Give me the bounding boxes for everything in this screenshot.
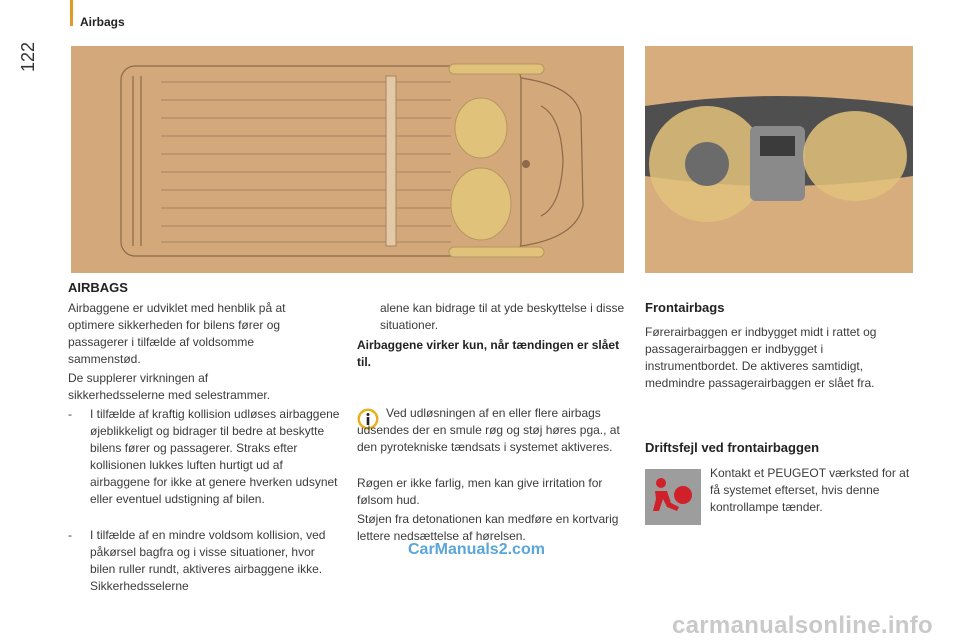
- dashboard-airbag-illustration: [645, 46, 913, 273]
- frontairbags-title: Frontairbags: [645, 300, 725, 315]
- list-text: I tilfælde af kraftig kollision udløses airbaggene øjeblikkeligt og bidrager til bedre at beskytte bilens fører og passagerer. Straks efter kollisionen lukkes luften hurtigt ud af airbaggene for ikke at genere hverken udsynet eller eventuel udstigning af bilen.: [90, 407, 340, 506]
- info-paragraph: Ved udløsningen af en eller flere airbags udsendes der en smule røg og støj høres pga., at den pyrotekniske tændsats i systemet aktiveres.: [357, 406, 620, 454]
- airbag-warning-icon: [645, 469, 701, 525]
- smoke-paragraph: Røgen er ikke farlig, men kan give irritation for følsom hud.: [357, 476, 603, 507]
- section-label: Airbags: [80, 15, 125, 29]
- list-item: [68, 527, 343, 595]
- main-title: AIRBAGS: [68, 280, 128, 295]
- page-number: 122: [18, 41, 38, 72]
- noise-paragraph: Støjen fra detonationen kan medføre en kortvarig lettere nedsættelse af hørelsen.: [357, 512, 619, 543]
- supplement-paragraph: De supplerer virkningen af sikkerhedsselerne med selestrammer.: [68, 371, 271, 402]
- list-text: I tilfælde af en mindre voldsom kollision, ved påkørsel bagfra og i visse situationer, hvor bilen ruller rundt, aktiveres airbaggene ikke. Sikkerhedsselerne: [90, 528, 326, 593]
- continuation-paragraph: alene kan bidrage til at yde beskyttelse i disse situationer.: [380, 301, 625, 332]
- ignition-note: Airbaggene virker kun, når tændingen er slået til.: [357, 338, 620, 369]
- van-airbag-illustration: [71, 46, 624, 273]
- airbag-warning-symbol: [645, 469, 701, 525]
- frontairbags-paragraph: Førerairbaggen er indbygget midt i rattet og passagerairbaggen er indbygget i instrumentbordet. De aktiveres samtidigt, medmindre passagerairbaggen er slået fra.: [645, 325, 877, 390]
- watermark-carmanualsonline: carmanualsonline.info: [672, 612, 934, 639]
- watermark-carmanuals: CarManuals2.com: [408, 541, 545, 558]
- fault-paragraph: Kontakt et PEUGEOT værksted for at få systemet efterset, hvis denne kontrollampe tænder.: [710, 466, 910, 514]
- van-top-view-drawing: [71, 46, 624, 273]
- list-dash: -: [68, 528, 72, 542]
- list-item: [68, 406, 343, 508]
- list-dash: -: [68, 407, 72, 421]
- fault-title: Driftsfejl ved frontairbaggen: [645, 440, 820, 455]
- intro-paragraph: Airbaggene er udviklet med henblik på at optimere sikkerheden for bilens fører og passagerer i tilfælde af voldsomme sammenstød.: [68, 301, 286, 366]
- header-accent-bar: [70, 0, 73, 26]
- dashboard-drawing: [645, 46, 913, 273]
